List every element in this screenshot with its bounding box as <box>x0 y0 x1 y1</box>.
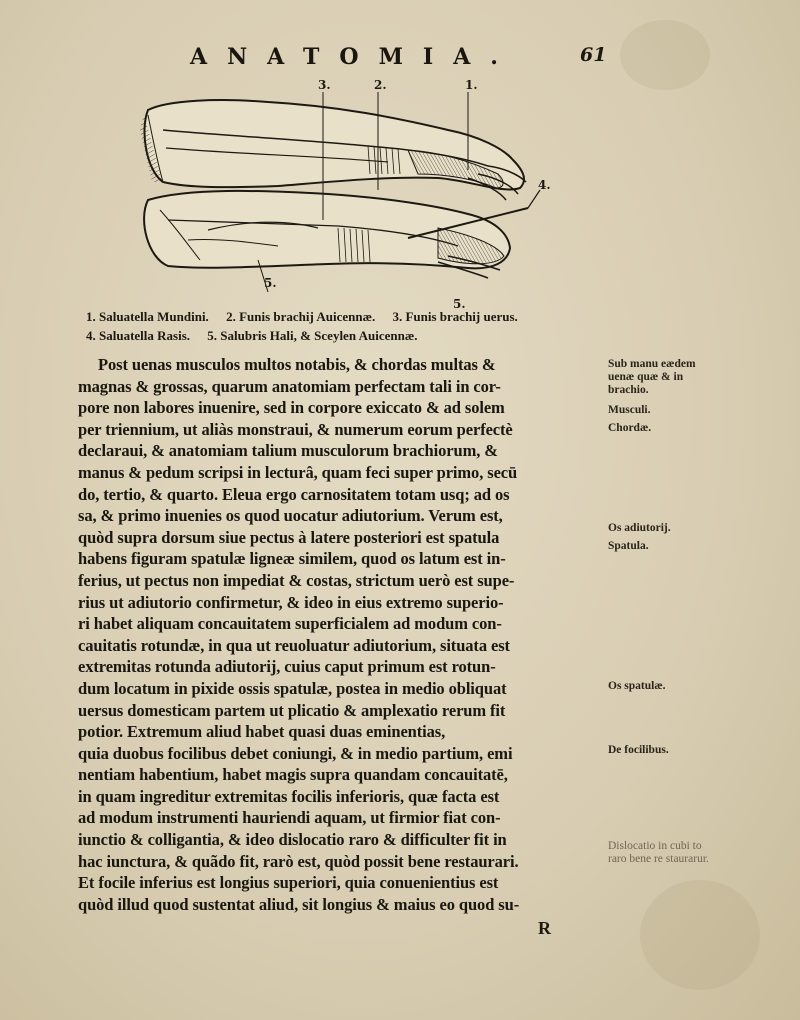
text-line: quòd supra dorsum siue pectus à latere posteriori est spatula <box>78 527 500 547</box>
text-line: extremitas rotunda adiutorij, cuius caput primum est rotun- <box>78 657 496 677</box>
text-line: habens figuram spatulæ ligneæ similem, quod os latum est in- <box>78 549 506 569</box>
margin-note-os-spatulae: Os spatulæ. <box>608 680 666 692</box>
text-line: quòd illud quod sustentat aliud, sit longius & maius eo quod su- <box>78 894 520 914</box>
margin-note-chordae: Chordæ. <box>608 422 652 434</box>
text-line: in quam ingreditur extremitas focilis inferioris, quæ facta est <box>78 786 500 806</box>
text-line: do, tertio, & quarto. Eleua ergo carnositatem totam usq; ad os <box>78 484 510 504</box>
arm-veins-woodcut <box>108 70 578 295</box>
text-line: per triennium, ut aliàs monstraui, & numerum eorum perfectè <box>78 419 513 439</box>
margin-note-de-focilibus: De focilibus. <box>608 744 669 756</box>
woodcut-illustration <box>108 70 578 295</box>
text-line: potior. Extremum aliud habet quasi duas eminentias, <box>78 722 446 742</box>
running-head-title: ANATOMIA. <box>190 44 518 70</box>
caption-item-1: 1. Saluatella Mundini. <box>86 309 209 324</box>
text-line: ad modum instrumenti hauriendi aquam, ut firmior fiat con- <box>78 808 501 828</box>
text-line: hac iunctura, & quãdo fit, rarò est, quòd possit bene restaurari. <box>78 851 519 871</box>
text-line: quia duobus focilibus debet coniungi, & in medio partium, emi <box>78 743 513 763</box>
text-line: dum locatum in pixide ossis spatulæ, postea in medio obliquat <box>78 678 507 698</box>
text-line: magnas & grossas, quarum anatomiam perfectam tali in cor- <box>78 376 501 396</box>
text-line: manus & pedum scripsi in lecturâ, quam feci super primo, secū <box>78 462 518 482</box>
main-text-block <box>78 354 618 915</box>
signature-mark: R <box>538 918 551 938</box>
text-line: uersus domesticam partem ut plicatio & amplexatio rerum fit <box>78 700 506 720</box>
text-line: ferius, ut pectus non impediat & costas, strictum uerò est supe- <box>78 570 515 590</box>
margin-note-spatula: Spatula. <box>608 540 649 552</box>
caption-item-4: 4. Saluatella Rasis. <box>86 328 191 343</box>
figure-callout-5: 5. <box>264 276 277 290</box>
text-line: ri habet aliquam concauitatem superficialem ad modum con- <box>78 614 502 634</box>
text-line: iunctio & colligantia, & ideo dislocatio raro & difficulter fit in <box>78 830 507 850</box>
caption-item-3: 3. Funis brachij uerus. <box>392 309 518 324</box>
caption-number-5: 5. <box>453 297 466 311</box>
figure-callout-2: 2. <box>374 78 387 92</box>
text-line: pore non labores inuenire, sed in corpore exiccato & ad solem <box>78 398 505 418</box>
text-line: Post uenas musculos multos notabis, & chordas multas & <box>98 355 496 374</box>
text-line: declaraui, & anatomiam talium musculorum brachiorum, & <box>78 441 498 461</box>
margin-note-sub-manu: Sub manu eædem uenæ quæ & in brachio. <box>608 358 696 396</box>
text-line: rius ut adiutorio confirmetur, & ideo in eius extremo superio- <box>78 592 504 612</box>
text-line: Et focile inferius est longius superiori, quia conuenientius est <box>78 873 499 893</box>
text-line: sa, & primo inuenies os quod uocatur adiutorium. Verum est, <box>78 506 503 526</box>
figure-caption-line-2 <box>86 327 606 345</box>
figure-callout-1: 1. <box>465 78 478 92</box>
margin-note-musculi: Musculi. <box>608 404 651 416</box>
text-line: cauitatis rotundæ, in qua ut reuoluatur adiutorium, situata est <box>78 635 510 655</box>
figure-caption-line-1 <box>86 308 606 326</box>
margin-note-dislocatio: Dislocatio in cubi to raro bene re staurarur. <box>608 840 709 865</box>
text-line: nentiam habentium, habet magis supra quandam concauitatē, <box>78 765 508 785</box>
caption-item-2: 2. Funis brachij Auicennæ. <box>226 309 376 324</box>
caption-item-5: 5. Salubris Hali, & Sceylen Auicennæ. <box>207 328 418 343</box>
figure-callout-4: 4. <box>538 178 551 192</box>
figure-callout-3: 3. <box>318 78 331 92</box>
page-number: 61 <box>580 44 607 66</box>
margin-note-os-adiutorij: Os adiutorij. <box>608 522 671 534</box>
